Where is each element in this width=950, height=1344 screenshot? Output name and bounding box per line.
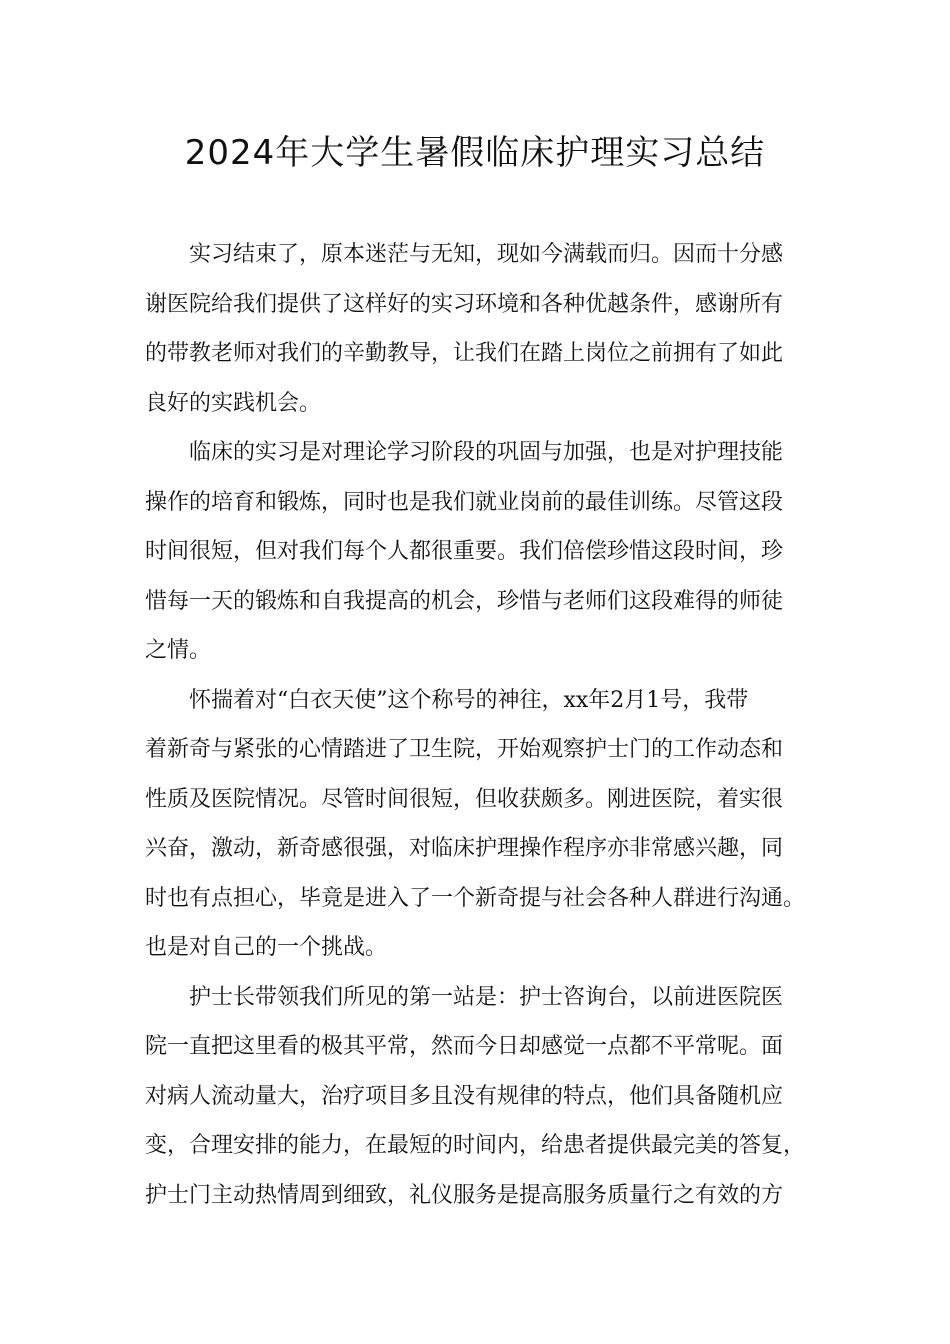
paragraph-line: 着新奇与紧张的心情踏进了卫生院，开始观察护士门的工作动态和: [145, 737, 784, 762]
paragraph-line: 操作的培育和锻炼，同时也是我们就业岗前的最佳训练。尽管这段: [145, 489, 784, 515]
paragraph-line: 护士门主动热情周到细致，礼仪服务是提高服务质量行之有效的方: [145, 1182, 784, 1208]
paragraph-line: 良好的实践机会。: [145, 390, 322, 416]
paragraph-line: 性质及医院情况。尽管时间很短，但收获颇多。刚进医院，着实很: [145, 786, 784, 812]
paragraph-line: 惜每一天的锻炼和自我提高的机会，珍惜与老师们这段难得的师徒: [145, 588, 784, 614]
document-title: 2024年大学生暑假临床护理实习总结: [184, 133, 766, 173]
paragraph-2: [145, 428, 831, 676]
paragraph-line: 变，合理安排的能力，在最短的时间内，给患者提供最完美的答复，: [145, 1133, 806, 1158]
paragraph-line: 时也有点担心，毕竟是进入了一个新奇提与社会各种人群进行沟通。: [145, 885, 806, 911]
paragraph-4: [145, 973, 831, 1221]
paragraph-line: 怀揣着对“白衣天使”这个称号的神往，xx年2月1号，我带: [189, 687, 749, 713]
paragraph-line: 对病人流动量大，治疗项目多且没有规律的特点，他们具备随机应: [145, 1083, 784, 1109]
paragraph-3: [145, 676, 831, 973]
paragraph-line: 院一直把这里看的极其平常，然而今日却感觉一点都不平常呢。面: [145, 1034, 784, 1059]
paragraph-line: 临床的实习是对理论学习阶段的巩固与加强，也是对护理技能: [189, 440, 784, 465]
paragraph-line: 兴奋，激动，新奇感很强，对临床护理操作程序亦非常感兴趣，同: [145, 836, 784, 861]
paragraph-line: 谢医院给我们提供了这样好的实习环境和各种优越条件，感谢所有: [145, 291, 784, 317]
paragraph-line: 之情。: [145, 638, 212, 663]
paragraph-line: 时间很短，但对我们每个人都很重要。我们倍偿珍惜这段时间，珍: [145, 539, 784, 564]
paragraph-line: 护士长带领我们所见的第一站是：护士咨询台，以前进医院医: [189, 984, 784, 1010]
paragraph-1: [145, 230, 831, 428]
paragraph-line: 的带教老师对我们的辛勤教导，让我们在踏上岗位之前拥有了如此: [145, 341, 784, 366]
document-body: [145, 230, 831, 1220]
paragraph-line: 也是对自己的一个挑战。: [145, 935, 388, 960]
paragraph-line: 实习结束了，原本迷茫与无知，现如今满载而归。因而十分感: [189, 242, 784, 267]
